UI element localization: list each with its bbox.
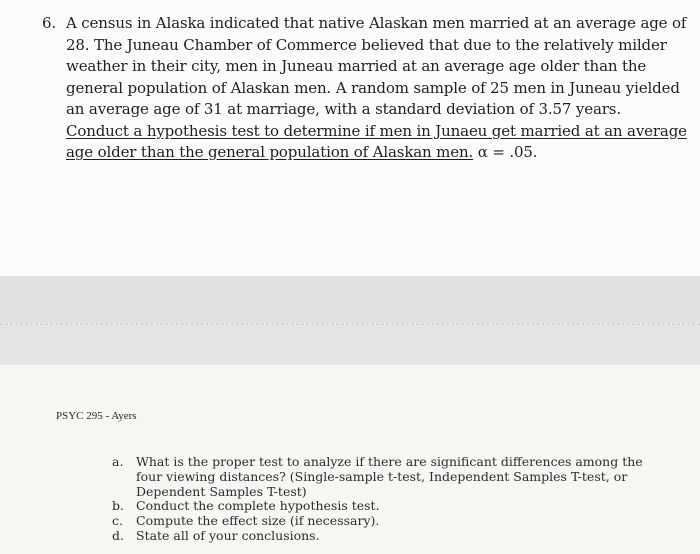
course-label: PSYC 295 - Ayers <box>56 410 137 422</box>
sub-question-marker: c. <box>112 513 123 529</box>
page-gap-band-top <box>0 276 700 324</box>
alpha-level: α = .05. <box>477 143 538 161</box>
sub-question-c <box>112 514 672 529</box>
question-text <box>66 13 688 164</box>
sub-question-text: Conduct the complete hypothesis test. <box>136 498 380 514</box>
sub-question-marker: a. <box>112 454 124 469</box>
page-gap-band-bottom <box>0 325 700 365</box>
question-number: 6. <box>42 14 57 32</box>
sub-question-text: Compute the effect size (if necessary). <box>136 513 380 529</box>
sub-question-a <box>112 455 672 499</box>
sub-question-text: State all of your conclusions. <box>136 527 320 543</box>
sub-question-marker: d. <box>112 527 124 543</box>
sub-question-d <box>112 529 672 544</box>
sub-question-text: What is the proper test to analyze if there are significant differences among the four viewing distances? (Single-sample t-test, Independent Samples T-test, or Dependent Samples T-test) <box>136 454 643 499</box>
sub-question-b <box>112 499 672 514</box>
sub-question-list <box>112 455 672 544</box>
question-body: A census in Alaska indicated that native Alaskan men married at an average age of 28. The Juneau Chamber of Commerce believed that due to the relatively milder weather in their city, men in Juneau married at an average age older than the general population of Alaskan men. A random sample of 25 men in Juneau yielded an average age of 31 at marriage, with a standard deviation of 3.57 years. <box>66 14 687 118</box>
question-page-upper <box>0 0 700 276</box>
sub-question-marker: b. <box>112 498 124 514</box>
question-task-underlined: Conduct a hypothesis test to determine if men in Junaeu get married at an average age older than the general population of Alaskan men. <box>66 121 687 161</box>
